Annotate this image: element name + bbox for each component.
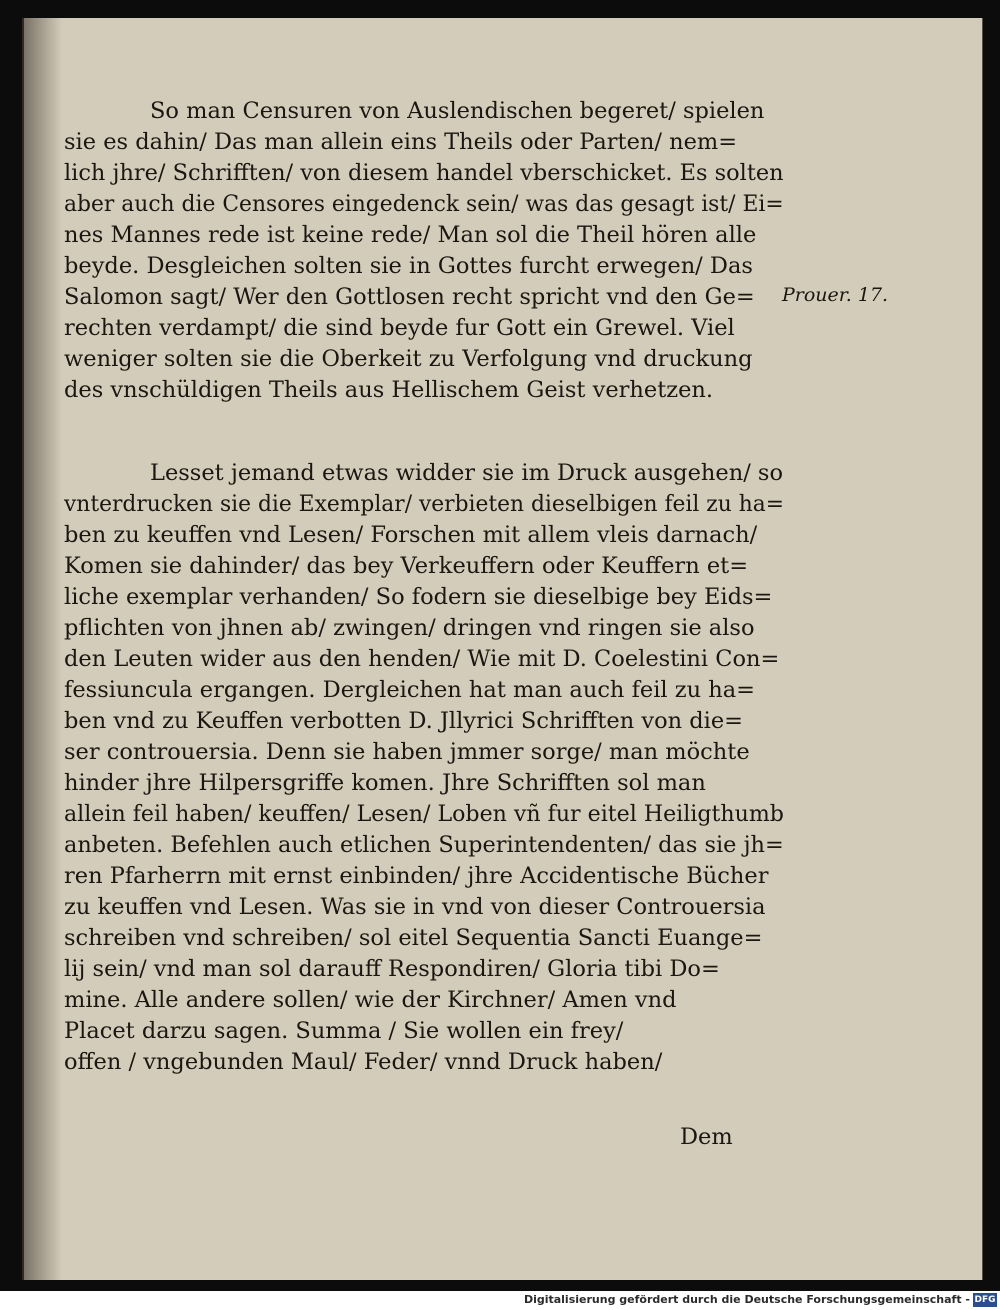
text-line: zu keuffen vnd Lesen. Was sie in vnd von dieser Controuersia xyxy=(64,894,766,920)
text-line: liche exemplar verhanden/ So fodern sie dieselbige bey Eids= xyxy=(64,584,773,610)
text-line: den Leuten wider aus den henden/ Wie mit D. Coelestini Con= xyxy=(64,646,780,672)
text-line: pflichten von jhnen ab/ zwingen/ dringen vnd ringen sie also xyxy=(64,615,755,641)
text-line: aber auch die Censores eingedenck sein/ was das gesagt ist/ Ei= xyxy=(64,191,784,217)
text-line: ben vnd zu Keuffen verbotten D. Jllyrici Schrifften von die= xyxy=(64,708,744,734)
text-line: mine. Alle andere sollen/ wie der Kirchner/ Amen vnd xyxy=(64,987,677,1013)
marginal-note: Prouer. 17. xyxy=(782,284,889,306)
text-line: ben zu keuffen vnd Lesen/ Forschen mit allem vleis darnach/ xyxy=(64,522,758,548)
text-line: Lesset jemand etwas widder sie im Druck ausgehen/ so xyxy=(150,460,784,486)
text-line: schreiben vnd schreiben/ sol eitel Sequentia Sancti Euange= xyxy=(64,925,763,951)
text-line: Salomon sagt/ Wer den Gottlosen recht spricht vnd den Ge= xyxy=(64,284,755,310)
text-line: hinder jhre Hilpersgriffe komen. Jhre Schrifften sol man xyxy=(64,770,706,796)
text-line: vnterdrucken sie die Exemplar/ verbieten dieselbigen feil zu ha= xyxy=(64,491,784,517)
text-line: offen / vngebunden Maul/ Feder/ vnnd Druck haben/ xyxy=(64,1049,663,1075)
text-line: anbeten. Befehlen auch etlichen Superintendenten/ das sie jh= xyxy=(64,832,784,858)
catchword: Dem xyxy=(680,1124,733,1150)
text-line: So man Censuren von Auslendischen begeret/ spielen xyxy=(150,98,765,124)
text-line: fessiuncula ergangen. Dergleichen hat man auch feil zu ha= xyxy=(64,677,756,703)
text-line: sie es dahin/ Das man allein eins Theils oder Parten/ nem= xyxy=(64,129,738,155)
text-line: des vnschüldigen Theils aus Hellischem Geist verhetzen. xyxy=(64,377,714,403)
text-line: nes Mannes rede ist keine rede/ Man sol die Theil hören alle xyxy=(64,222,757,248)
text-line: rechten verdampt/ die sind beyde fur Gott ein Grewel. Viel xyxy=(64,315,735,341)
text-line: beyde. Desgleichen solten sie in Gottes furcht erwegen/ Das xyxy=(64,253,753,279)
footer-credit: Digitalisierung gefördert durch die Deutsche Forschungsgemeinschaft - xyxy=(523,1293,970,1306)
text-line: weniger solten sie die Oberkeit zu Verfolgung vnd druckung xyxy=(64,346,753,372)
text-line: ser controuersia. Denn sie haben jmmer sorge/ man möchte xyxy=(64,739,750,765)
footer-bar xyxy=(0,1291,1000,1310)
text-line: Placet darzu sagen. Summa / Sie wollen ein frey/ xyxy=(64,1018,624,1044)
text-line: allein feil haben/ keuffen/ Lesen/ Loben vñ fur eitel Heiligthumb xyxy=(64,801,784,827)
text-line: ren Pfarherrn mit ernst einbinden/ jhre Accidentische Bücher xyxy=(64,863,769,889)
text-line: lich jhre/ Schrifften/ von diesem handel vberschicket. Es solten xyxy=(64,160,784,186)
dfg-logo: DFG xyxy=(974,1295,996,1305)
page-gutter-shadow xyxy=(22,18,62,1280)
text-line: Komen sie dahinder/ das bey Verkeuffern oder Keuffern et= xyxy=(64,553,749,579)
text-line: lij sein/ vnd man sol darauff Respondiren/ Gloria tibi Do= xyxy=(64,956,720,982)
